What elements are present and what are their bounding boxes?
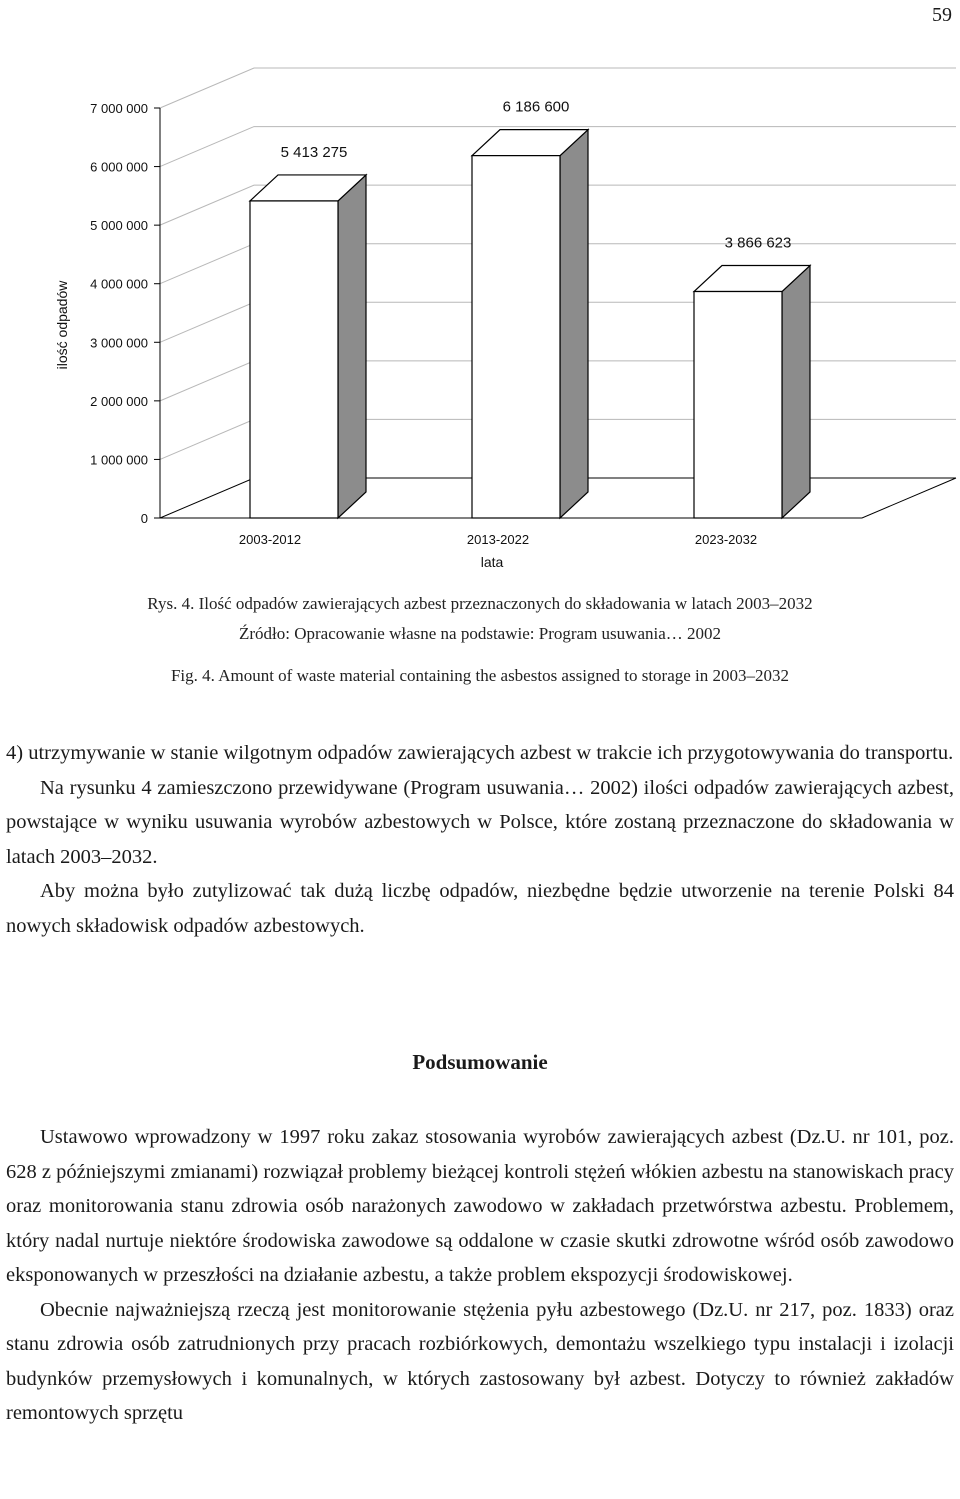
x-category-label: 2013-2022: [466, 532, 530, 547]
y-axis: [90, 101, 160, 526]
y-tick-label: 2 000 000: [90, 393, 148, 409]
bar-value-label: 6 186 600: [502, 98, 570, 116]
y-tick-label: 3 000 000: [90, 335, 148, 351]
bar-value-label: 3 866 623: [724, 234, 792, 252]
x-category-label: 2023-2032: [694, 532, 758, 547]
summary-section: [6, 1120, 954, 1431]
bar-side: [782, 266, 810, 518]
bar-value-label: 5 413 275: [280, 143, 348, 161]
bar-chart: [0, 60, 960, 580]
bar-side: [560, 130, 588, 518]
y-axis-title: ilość odpadów: [54, 280, 70, 370]
figure-source: Źródło: Opracowanie własne na podstawie: Program usuwania… 2002: [238, 624, 722, 643]
body-section: [6, 736, 954, 943]
paragraph: Aby można było zutylizować tak dużą liczbę odpadów, niezbędne będzie utworzenie na terenie Polski 84 nowych składowisk odpadów azbestowych.: [6, 880, 954, 937]
y-tick-label: 5 000 000: [90, 218, 148, 234]
y-tick-label: 6 000 000: [90, 159, 148, 175]
bar: [472, 156, 560, 518]
paragraph: Na rysunku 4 zamieszczono przewidywane (Program usuwania… 2002) ilości odpadów zawierających azbest, powstające w wyniku usuwania wyrobów azbestowych w Polsce, które zostaną przeznaczone do składowania w latach 2003–2032.: [6, 776, 954, 868]
figure-caption-pl: Rys. 4. Ilość odpadów zawierających azbest przeznaczonych do składowania w latach 2003–2032: [147, 594, 813, 613]
bar-side: [338, 175, 366, 518]
section-heading: Podsumowanie: [412, 1050, 548, 1074]
y-tick-label: 1 000 000: [90, 452, 148, 468]
x-axis-title: lata: [480, 554, 504, 570]
page-number: 59: [932, 4, 952, 26]
bar: [694, 292, 782, 518]
x-category-label: 2003-2012: [238, 532, 302, 547]
figure-caption-en: Fig. 4. Amount of waste material containing the asbestos assigned to storage in 2003–2032: [170, 666, 790, 685]
y-tick-label: 7 000 000: [90, 101, 148, 116]
paragraph: Ustawowo wprowadzony w 1997 roku zakaz stosowania wyrobów zawierających azbest (Dz.U. nr 101, poz. 628 z późniejszymi zmianami) rozwiązał problemy bieżącej kontroli stężeń włókien azbestu na stanowiskach pracy oraz monitorowania stanu zdrowia osób narażonych zawodowo w zakładach przetwórstwa azbestu. Problemem, który nadal nurtuje niektóre środowiska zawodowe są oddalone w czasie skutki zdrowotne wśród osób zawodowo eksponowanych w przeszłości na działanie azbestu, a także problem ekspozycji środowiskowej.: [6, 1126, 954, 1286]
paragraph: Obecnie najważniejszą rzeczą jest monitorowanie stężenia pyłu azbestowego (Dz.U. nr 217, poz. 1833) oraz stanu zdrowia osób zatrudnionych przy pracach rozbiórkowych, demontażu wszelkiego typu instalacji i izolacji budynków przemysłowych i komunalnych, w których zastosowany był azbest. Dotyczy to również zakładów remontowych sprzętu: [6, 1298, 954, 1424]
y-tick-label: 0: [140, 511, 148, 526]
bar: [250, 201, 338, 518]
chart-bars: [250, 130, 810, 518]
y-tick-label: 4 000 000: [90, 276, 148, 292]
list-item: 4) utrzymywanie w stanie wilgotnym odpadów zawierających azbest w trakcie ich przygotowywania do transportu.: [6, 742, 954, 764]
